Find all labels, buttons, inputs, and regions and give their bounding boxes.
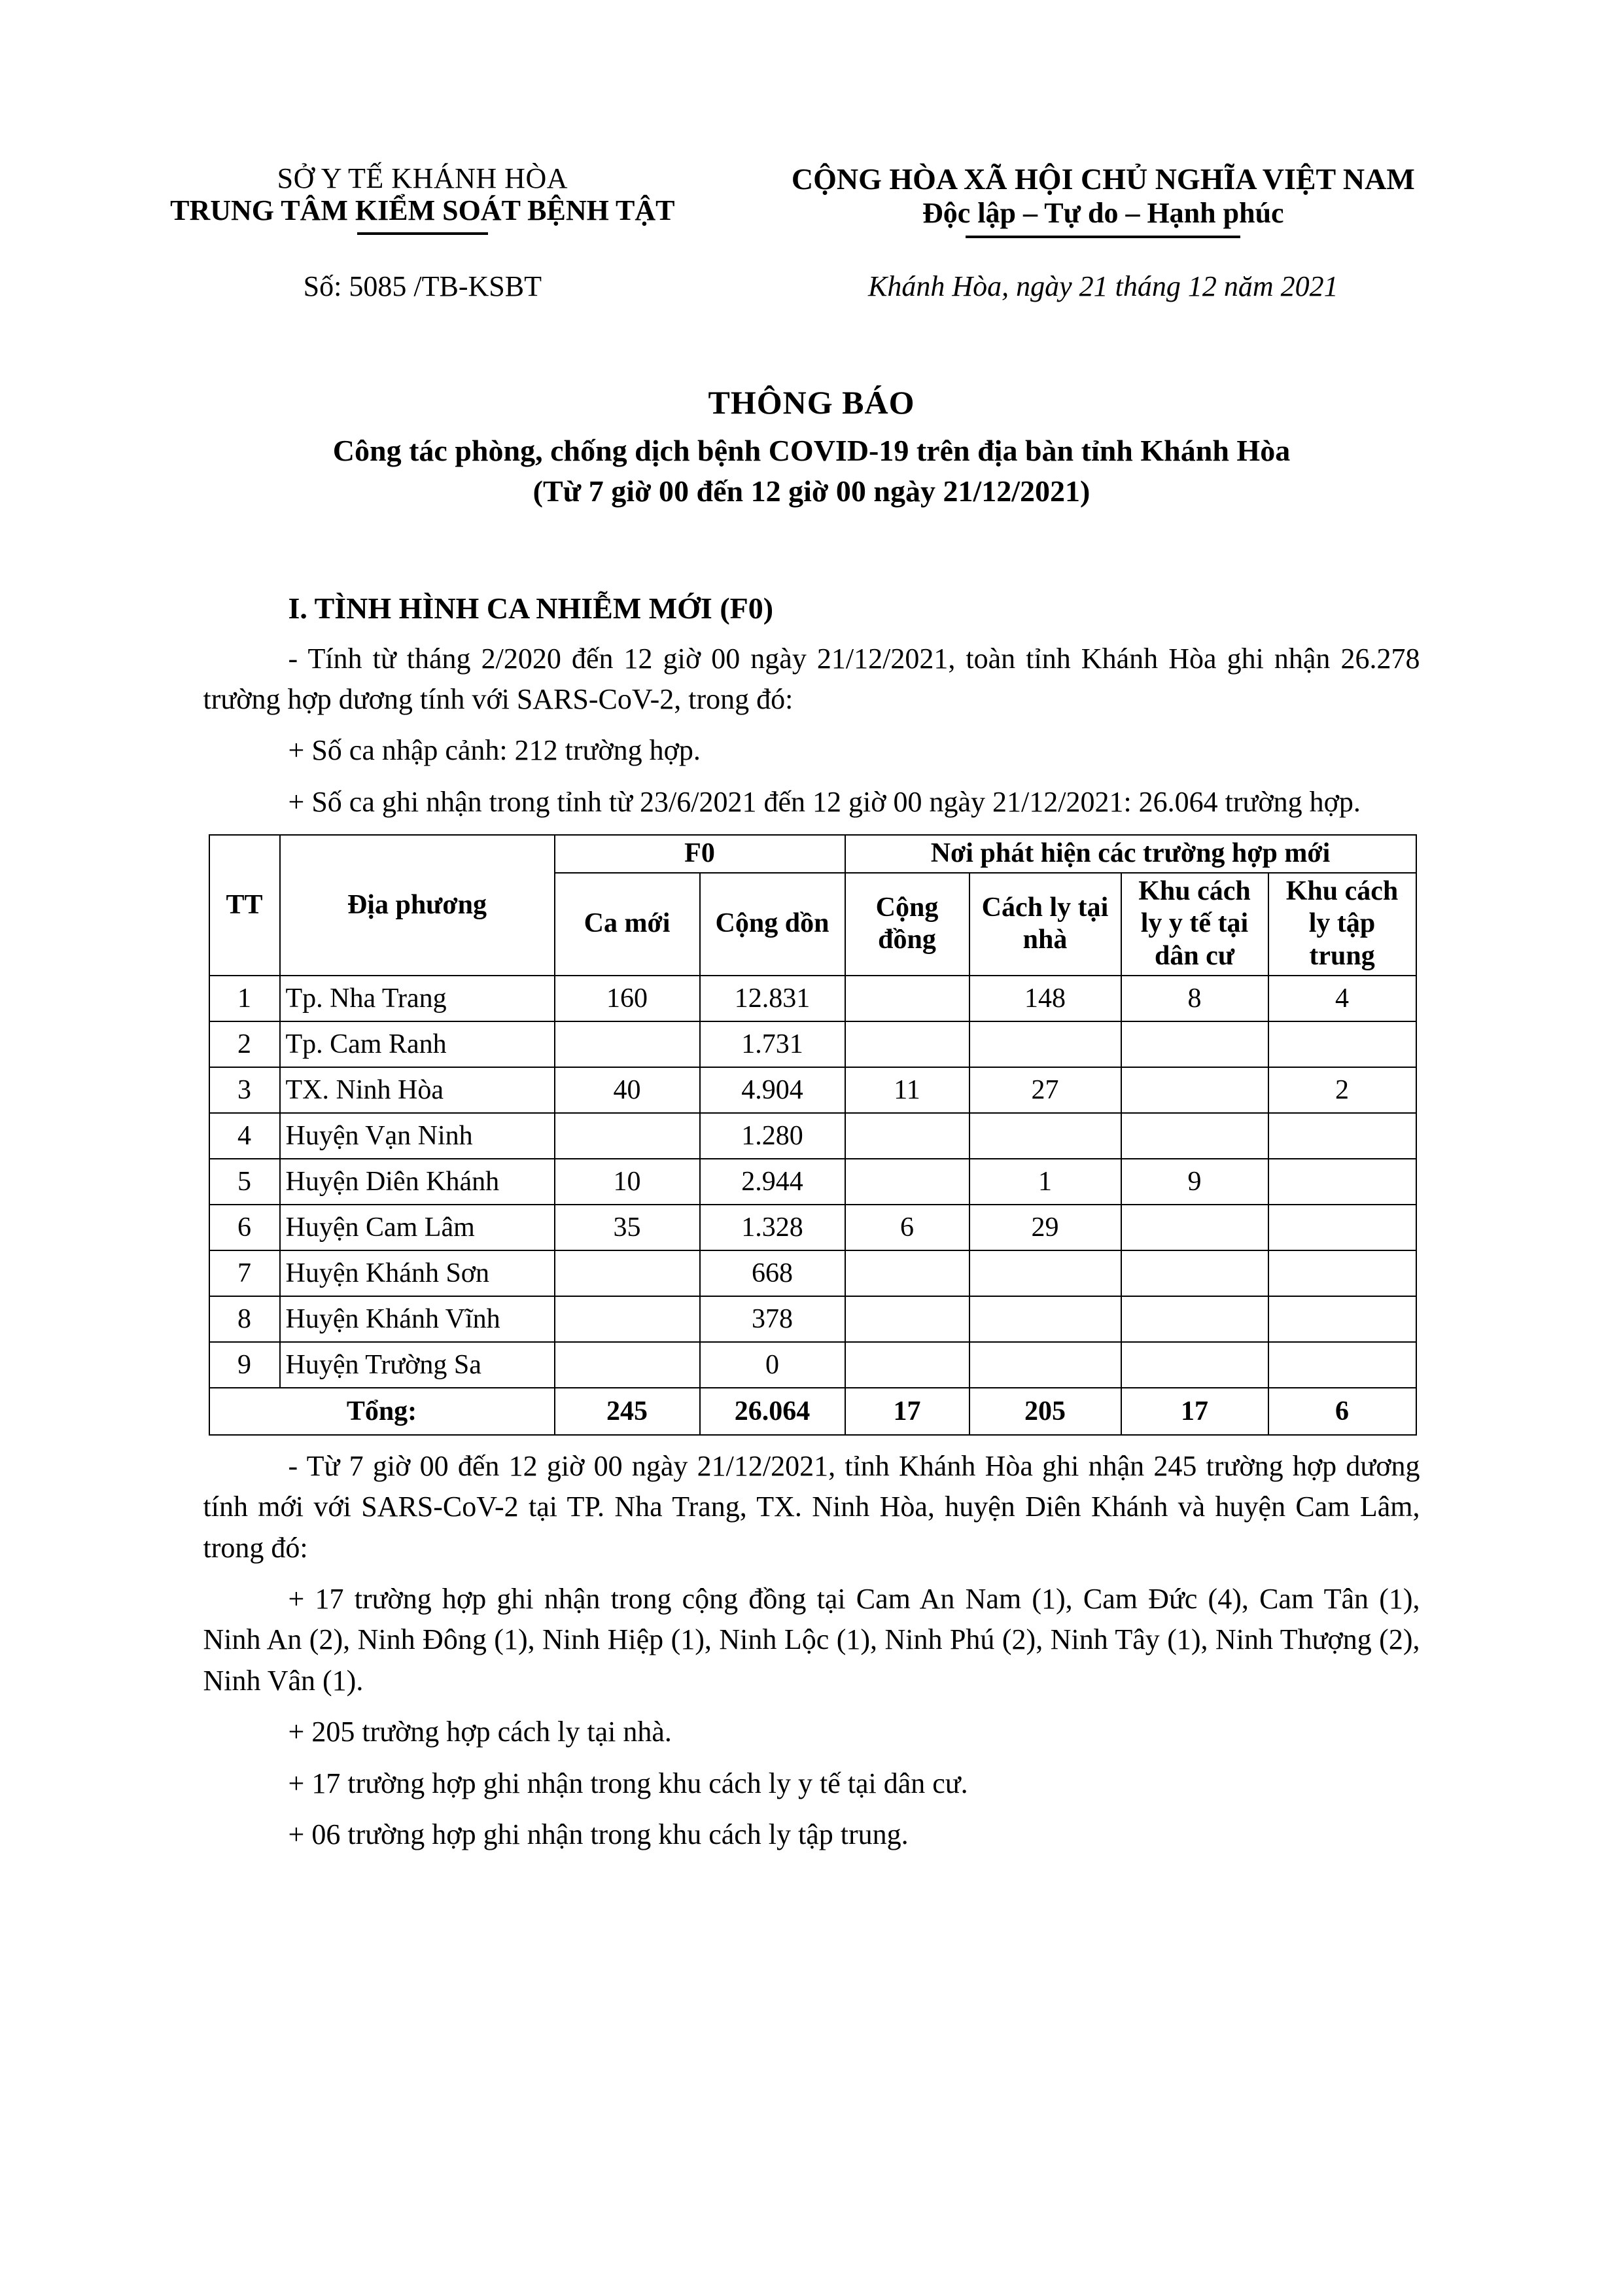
cell-khu-cach-ly-y-te: [1121, 1021, 1268, 1067]
table-row: [209, 1250, 1416, 1296]
cell-cong-dong: [845, 1159, 969, 1205]
cell-khu-cach-ly-y-te: [1121, 1342, 1268, 1388]
cell-dia-phuong: Huyện Khánh Sơn: [280, 1250, 555, 1296]
cell-cach-ly-tai-nha: [969, 1342, 1121, 1388]
cell-khu-cach-ly-y-te: [1121, 1113, 1268, 1159]
cell-tt: 7: [209, 1250, 280, 1296]
cell-cong-dong: [845, 1113, 969, 1159]
table-head: [209, 835, 1416, 975]
department-name: SỞ Y TẾ KHÁNH HÒA: [277, 162, 568, 194]
section-heading-one: I. TÌNH HÌNH CA NHIỄM MỚI (F0): [288, 591, 774, 625]
cell-total-cach-ly-tai-nha: 205: [969, 1388, 1121, 1435]
cell-dia-phuong: Huyện Diên Khánh: [280, 1159, 555, 1205]
cell-khu-cach-ly-tap-trung: 2: [1268, 1067, 1416, 1113]
f0-statistics-table: [209, 834, 1417, 1435]
cell-tt: 8: [209, 1296, 280, 1342]
cell-ca-moi: [555, 1296, 700, 1342]
cell-cong-don: 668: [700, 1250, 845, 1296]
table-row: [209, 1113, 1416, 1159]
cell-ca-moi: [555, 1250, 700, 1296]
cell-dia-phuong: Huyện Khánh Vĩnh: [280, 1296, 555, 1342]
page-title: THÔNG BÁO: [708, 384, 915, 421]
table-header-row-groups: [209, 835, 1416, 873]
issuing-organization: [0, 162, 714, 238]
cell-tt: 5: [209, 1159, 280, 1205]
cell-cong-don: 1.280: [700, 1113, 845, 1159]
cell-cong-dong: [845, 1250, 969, 1296]
table-row: [209, 976, 1416, 1021]
document-number: Số: 5085 /TB-KSBT: [303, 270, 542, 303]
intro-paragraph-imported: + Số ca nhập cảnh: 212 trường hợp.: [288, 734, 701, 767]
title-subtitle-line2: (Từ 7 giờ 00 đến 12 giờ 00 ngày 21/12/2021): [532, 474, 1091, 508]
summary-paragraph-community: + 17 trường hợp ghi nhận trong cộng đồng tại Cam An Nam (1), Cam Đức (4), Cam Tân (1), Ninh An (2), Ninh Đông (1), Ninh Hiệp (1), Ninh Lộc (1), Ninh Phú (2), Ninh Tây (1), Ninh Thượng (2), Ninh Vân (1).: [203, 1582, 1420, 1697]
cell-cong-don: 4.904: [700, 1067, 845, 1113]
cell-dia-phuong: Tp. Cam Ranh: [280, 1021, 555, 1067]
cell-khu-cach-ly-y-te: [1121, 1205, 1268, 1250]
cell-khu-cach-ly-y-te: 8: [1121, 976, 1268, 1021]
cell-ca-moi: [555, 1342, 700, 1388]
group-header-noi-phat-hien: Nơi phát hiện các trường hợp mới: [845, 835, 1416, 873]
col-header-tt: TT: [209, 835, 280, 975]
cell-cong-don: 2.944: [700, 1159, 845, 1205]
cell-total-khu-cach-ly-y-te: 17: [1121, 1388, 1268, 1435]
cell-cong-dong: [845, 976, 969, 1021]
cell-khu-cach-ly-tap-trung: [1268, 1250, 1416, 1296]
col-header-dia-phuong: Địa phương: [280, 835, 555, 975]
document-subheader: [0, 270, 1623, 303]
cell-dia-phuong: Tp. Nha Trang: [280, 976, 555, 1021]
cell-khu-cach-ly-tap-trung: [1268, 1021, 1416, 1067]
intro-paragraph-domestic: + Số ca ghi nhận trong tỉnh từ 23/6/2021 đến 12 giờ 00 ngày 21/12/2021: 26.064 trường hợp.: [288, 785, 1361, 818]
cell-tt: 6: [209, 1205, 280, 1250]
table-row: [209, 1159, 1416, 1205]
cell-total-cong-dong: 17: [845, 1388, 969, 1435]
cell-cong-don: 12.831: [700, 976, 845, 1021]
national-heading: [714, 162, 1623, 238]
cell-khu-cach-ly-tap-trung: [1268, 1159, 1416, 1205]
summary-paragraph-central-quarantine: + 06 trường hợp ghi nhận trong khu cách ly tập trung.: [288, 1818, 909, 1851]
cell-cong-dong: 11: [845, 1067, 969, 1113]
cell-cach-ly-tai-nha: [969, 1296, 1121, 1342]
col-header-khu-cach-ly-tap-trung: Khu cách ly tập trung: [1268, 873, 1416, 976]
cell-tt: 9: [209, 1342, 280, 1388]
cell-khu-cach-ly-y-te: [1121, 1067, 1268, 1113]
cell-ca-moi: 40: [555, 1067, 700, 1113]
intro-paragraph-total: - Tính từ tháng 2/2020 đến 12 giờ 00 ngày 21/12/2021, toàn tỉnh Khánh Hòa ghi nhận 26.278 trường hợp dương tính với SARS-CoV-2, trong đó:: [203, 642, 1420, 715]
document-title-block: [0, 381, 1623, 512]
cell-tt: 3: [209, 1067, 280, 1113]
cell-total-khu-cach-ly-tap-trung: 6: [1268, 1388, 1416, 1435]
cell-ca-moi: [555, 1021, 700, 1067]
cell-khu-cach-ly-tap-trung: 4: [1268, 976, 1416, 1021]
cell-tt: 1: [209, 976, 280, 1021]
cell-cach-ly-tai-nha: 1: [969, 1159, 1121, 1205]
header-divider-right: [966, 236, 1240, 238]
col-header-cong-dong: Cộng đồng: [845, 873, 969, 976]
summary-paragraph-medical-quarantine: + 17 trường hợp ghi nhận trong khu cách ly y tế tại dân cư.: [288, 1767, 968, 1799]
cell-tt: 4: [209, 1113, 280, 1159]
cell-cach-ly-tai-nha: 27: [969, 1067, 1121, 1113]
title-subtitle-line1: Công tác phòng, chống dịch bệnh COVID-19 trên địa bàn tỉnh Khánh Hòa: [332, 434, 1291, 468]
cell-total-ca-moi: 245: [555, 1388, 700, 1435]
country-name: CỘNG HÒA XÃ HỘI CHỦ NGHĨA VIỆT NAM: [791, 162, 1415, 196]
cell-cong-don: 0: [700, 1342, 845, 1388]
cell-cong-dong: [845, 1021, 969, 1067]
cell-cong-don: 378: [700, 1296, 845, 1342]
table-total-row: [209, 1388, 1416, 1435]
cell-dia-phuong: TX. Ninh Hòa: [280, 1067, 555, 1113]
cell-ca-moi: [555, 1113, 700, 1159]
cell-cach-ly-tai-nha: 29: [969, 1205, 1121, 1250]
table-row: [209, 1342, 1416, 1388]
header-divider-left: [357, 232, 488, 235]
cell-total-label: Tổng:: [209, 1388, 555, 1435]
cell-khu-cach-ly-tap-trung: [1268, 1113, 1416, 1159]
cell-cach-ly-tai-nha: [969, 1021, 1121, 1067]
cell-ca-moi: 35: [555, 1205, 700, 1250]
col-header-ca-moi: Ca mới: [555, 873, 700, 976]
cell-cach-ly-tai-nha: [969, 1250, 1121, 1296]
col-header-khu-cach-ly-y-te: Khu cách ly y tế tại dân cư: [1121, 873, 1268, 976]
table-row: [209, 1021, 1416, 1067]
cell-cong-dong: [845, 1342, 969, 1388]
table-row: [209, 1296, 1416, 1342]
cell-cong-dong: [845, 1296, 969, 1342]
group-header-f0: F0: [555, 835, 845, 873]
cell-cach-ly-tai-nha: [969, 1113, 1121, 1159]
col-header-cach-ly-tai-nha: Cách ly tại nhà: [969, 873, 1121, 976]
table-row: [209, 1067, 1416, 1113]
table-row: [209, 1205, 1416, 1250]
summary-paragraph-home-quarantine: + 205 trường hợp cách ly tại nhà.: [288, 1716, 672, 1748]
summary-paragraph-new-cases: - Từ 7 giờ 00 đến 12 giờ 00 ngày 21/12/2021, tỉnh Khánh Hòa ghi nhận 245 trường hợp dương tính mới với SARS-CoV-2 tại TP. Nha Trang, TX. Ninh Hòa, huyện Diên Khánh và huyện Cam Lâm, trong đó:: [203, 1449, 1420, 1564]
cell-khu-cach-ly-tap-trung: [1268, 1205, 1416, 1250]
table-body: [209, 976, 1416, 1435]
cell-dia-phuong: Huyện Trường Sa: [280, 1342, 555, 1388]
cell-ca-moi: 160: [555, 976, 700, 1021]
cell-khu-cach-ly-tap-trung: [1268, 1342, 1416, 1388]
cell-khu-cach-ly-y-te: [1121, 1250, 1268, 1296]
cell-cach-ly-tai-nha: 148: [969, 976, 1121, 1021]
cell-khu-cach-ly-y-te: 9: [1121, 1159, 1268, 1205]
cell-cong-dong: 6: [845, 1205, 969, 1250]
cell-khu-cach-ly-tap-trung: [1268, 1296, 1416, 1342]
document-header: [0, 0, 1623, 238]
cell-ca-moi: 10: [555, 1159, 700, 1205]
cell-khu-cach-ly-y-te: [1121, 1296, 1268, 1342]
center-name: TRUNG TÂM KIỂM SOÁT BỆNH TẬT: [170, 194, 675, 227]
document-body: [203, 591, 1420, 1856]
cell-total-cong-don: 26.064: [700, 1388, 845, 1435]
col-header-cong-don: Cộng dồn: [700, 873, 845, 976]
cell-cong-don: 1.328: [700, 1205, 845, 1250]
cell-dia-phuong: Huyện Cam Lâm: [280, 1205, 555, 1250]
cell-tt: 2: [209, 1021, 280, 1067]
cell-cong-don: 1.731: [700, 1021, 845, 1067]
cell-dia-phuong: Huyện Vạn Ninh: [280, 1113, 555, 1159]
place-and-date: Khánh Hòa, ngày 21 tháng 12 năm 2021: [867, 270, 1338, 303]
national-motto: Độc lập – Tự do – Hạnh phúc: [922, 196, 1284, 229]
